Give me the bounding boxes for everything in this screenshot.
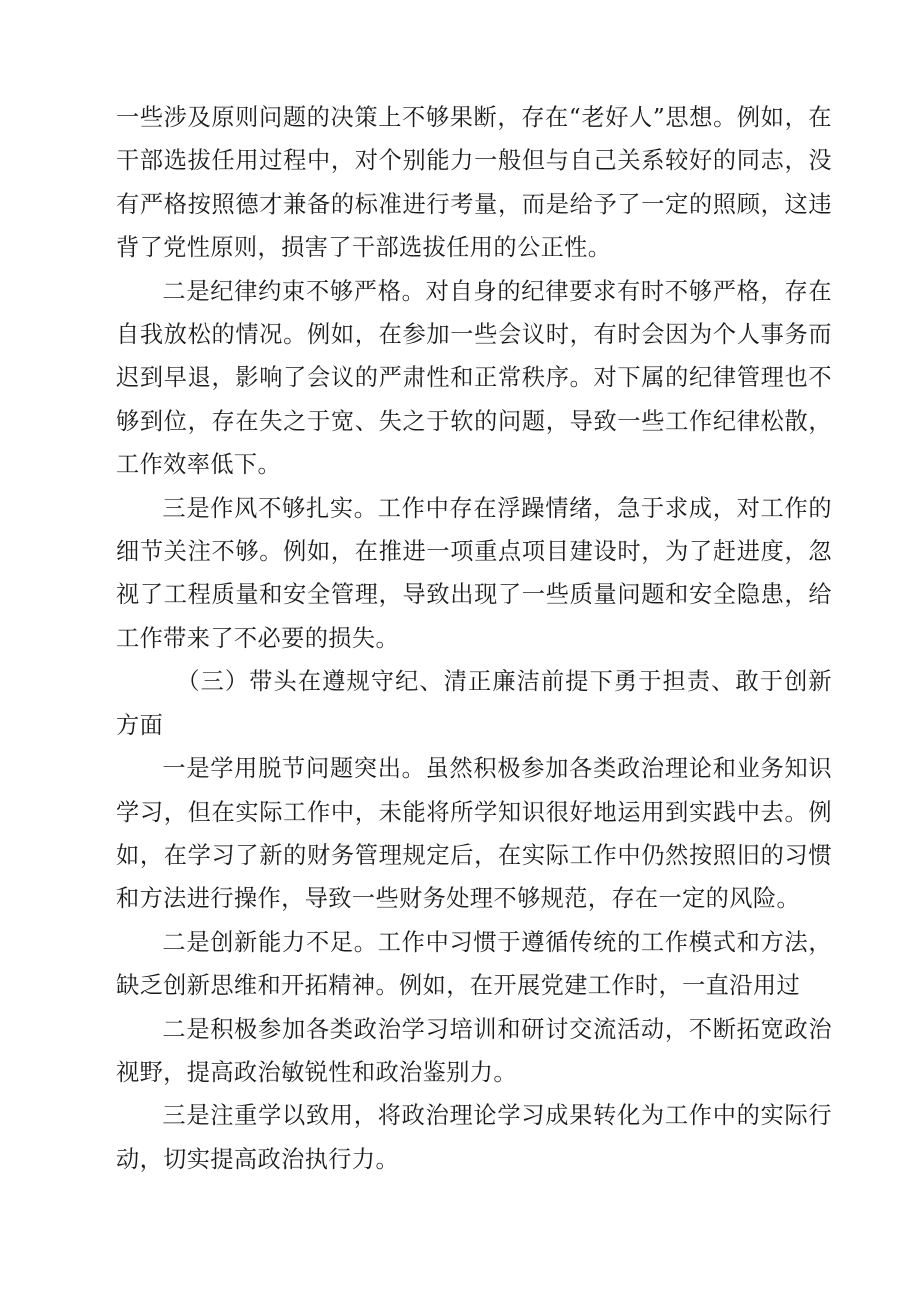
document-body xyxy=(116,96,832,1181)
paragraph-discipline: 二是纪律约束不够严格。对自身的纪律要求有时不够严格，存在自我放松的情况。例如，在参加一些会议时，有时会因为个人事务而迟到早退，影响了会议的严肃性和正常秩序。对下属的纪律管理也不够到位，存在失之于宽、失之于软的问题，导致一些工作纪律松散，工作效率低下。 xyxy=(116,277,832,479)
paragraph-apply-learning: 三是注重学以致用，将政治理论学习成果转化为工作中的实际行动，切实提高政治执行力。 xyxy=(116,1102,832,1173)
section-heading-3: （三）带头在遵规守纪、清正廉洁前提下勇于担责、敢于创新方面 xyxy=(116,668,832,739)
paragraph-work-style: 三是作风不够扎实。工作中存在浮躁情绪，急于求成，对工作的细节关注不够。例如，在推进一项重点项目建设时，为了赶进度，忽视了工程质量和安全管理，导致出现了一些质量问题和安全隐患，给工作带来了不必要的损失。 xyxy=(116,494,832,652)
paragraph-continuation: 一些涉及原则问题的决策上不够果断，存在“老好人”思想。例如，在干部选拔任用过程中，对个别能力一般但与自己关系较好的同志，没有严格按照德才兼备的标准进行考量，而是给予了一定的照顾，这违背了党性原则，损害了干部选拔任用的公正性。 xyxy=(116,104,832,262)
paragraph-study-practice: 一是学用脱节问题突出。虽然积极参加各类政治理论和业务知识学习，但在实际工作中，未能将所学知识很好地运用到实践中去。例如，在学习了新的财务管理规定后，在实际工作中仍然按照旧的习惯和方法进行操作，导致一些财务处理不够规范，存在一定的风险。 xyxy=(116,755,832,913)
paragraph-political-study: 二是积极参加各类政治学习培训和研讨交流活动，不断拓宽政治视野，提高政治敏锐性和政治鉴别力。 xyxy=(116,1015,832,1086)
paragraph-innovation: 二是创新能力不足。工作中习惯于遵循传统的工作模式和方法，缺乏创新思维和开拓精神。例如，在开展党建工作时，一直沿用过 xyxy=(116,928,832,1000)
